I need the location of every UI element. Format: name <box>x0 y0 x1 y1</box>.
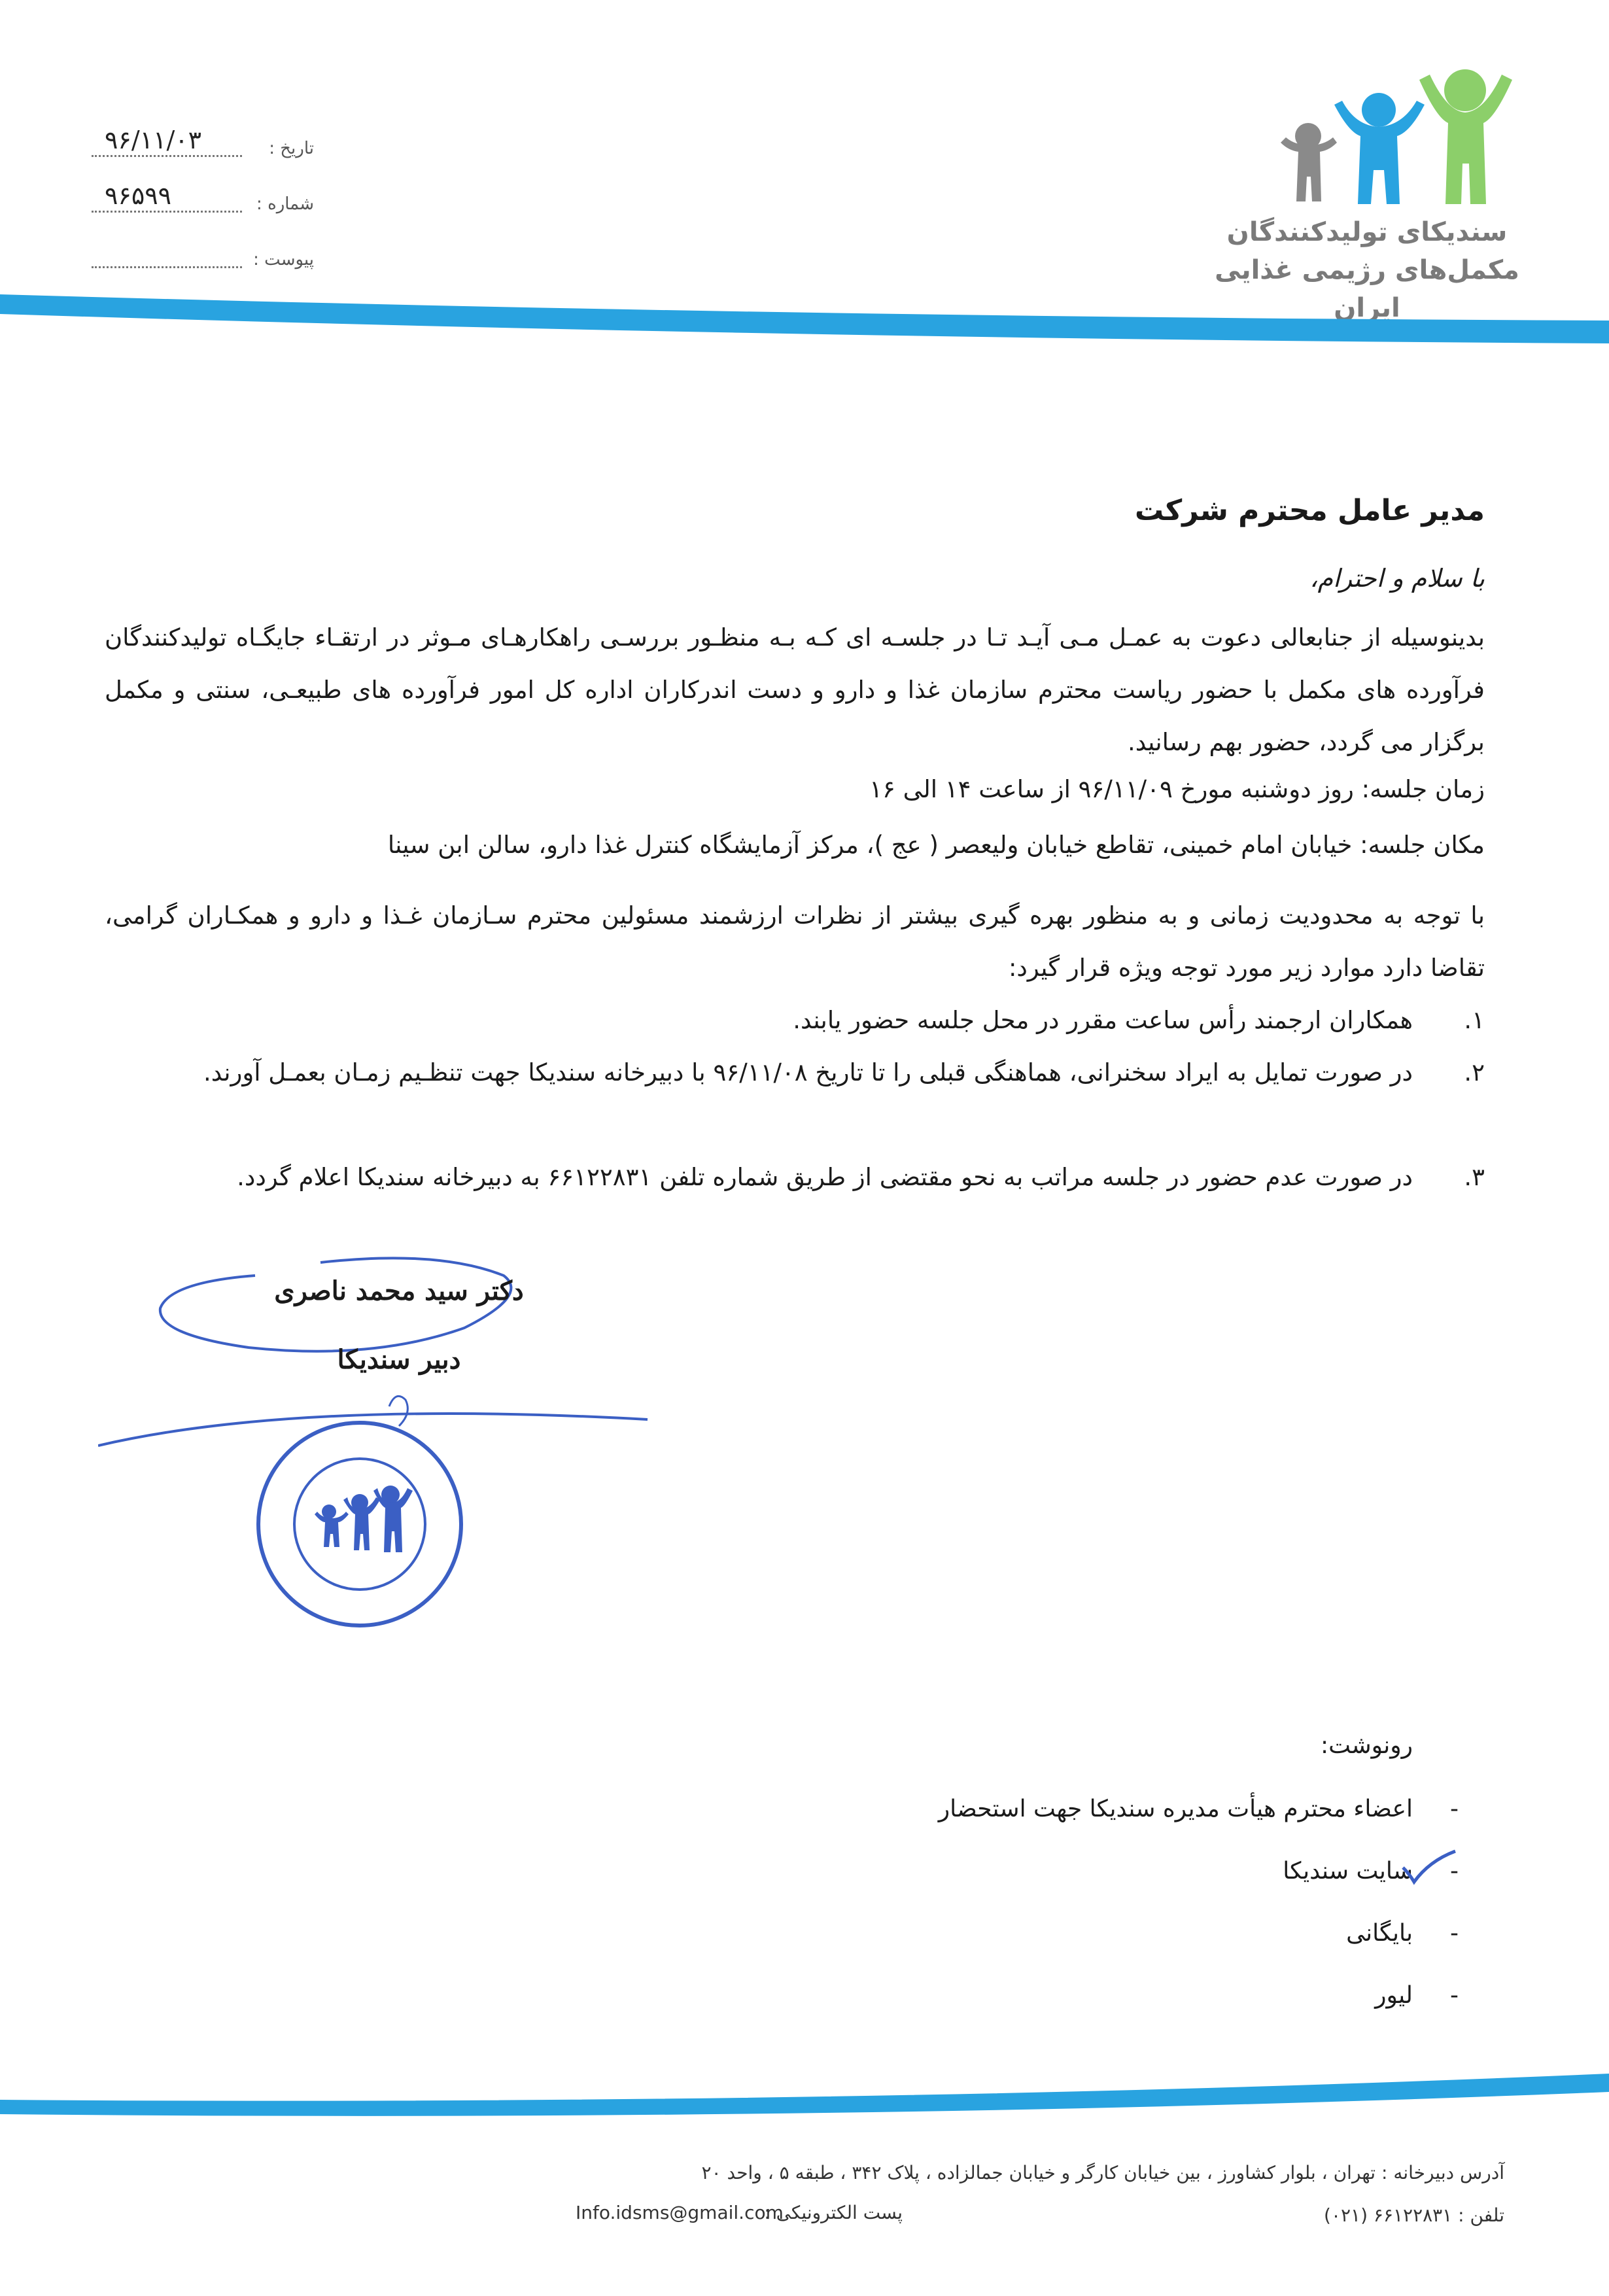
intro-paragraph: بدینوسیله از جنابعالی دعوت به عمـل مـی آیـد تـا در جلسـه ای کـه بـه منظـور بررسـی راهکارهـای مـوثر در ارتقـاء جایگـاه تولیدکنندگان فرآورده های مکمل با حضور ریاست محترم سازمان غذا و دارو و دست اندرکاران اداره کل امور فرآورده های طبیعـی، سنتی و مکمل برگزار می گردد، حضور بهم رسانید. <box>105 623 1485 756</box>
checkmark-icon <box>1400 1848 1459 1887</box>
logo-line-3: ایران <box>1334 293 1400 323</box>
meeting-place: مکان جلسه: خیابان امام خمینی، تقاطع خیابان ولیعصر ( عج )، مرکز آزمایشگاه کنترل غذا دارو، سالن ابن سینا <box>387 831 1485 859</box>
cc-item: لیور <box>1375 1982 1413 2009</box>
number-dotted-line <box>92 211 242 213</box>
cc-dash: - <box>1450 1796 1459 1822</box>
number-value: ۹۶۵۹۹ <box>105 181 172 210</box>
cc-dash: - <box>1450 1920 1459 1947</box>
logo-line-2: مکمل‌های رژیمی غذایی <box>1215 255 1519 285</box>
official-stamp-icon <box>252 1416 468 1632</box>
syndicate-logo-icon <box>1269 65 1544 209</box>
cc-heading: رونوشت: <box>1320 1732 1413 1759</box>
meeting-time: زمان جلسه: روز دوشنبه مورخ ۹۶/۱۱/۰۹ از ساعت ۱۴ الی ۱۶ <box>869 775 1485 803</box>
list-item-text: در صورت تمایل به ایراد سخنرانی، هماهنگی قبلی را تا تاریخ ۹۶/۱۱/۰۸ با دبیرخانه سندیکا جهت تنظـیم زمـان بعمـل آورند. <box>203 1058 1413 1087</box>
cc-dash: - <box>1450 1858 1459 1885</box>
logo-line-1: سندیکای تولیدکنندگان <box>1226 217 1508 247</box>
footer-email-label: پست الکترونیکی : <box>764 2202 903 2223</box>
list-item <box>105 1151 1485 1204</box>
footer-swoosh <box>0 2067 1609 2146</box>
list-item-text: همکاران ارجمند رأس ساعت مقرر در محل جلسه حضور یابند. <box>793 1006 1413 1034</box>
cc-dash: - <box>1450 1982 1459 2009</box>
list-item <box>105 1047 1485 1099</box>
signer-name: دکتر سید محمد ناصری <box>274 1276 524 1306</box>
signer-title: دبیر سندیکا <box>337 1344 461 1375</box>
list-item-number: ۳. <box>1464 1163 1485 1191</box>
list-item-number: ۲. <box>1464 1058 1485 1087</box>
header-swoosh <box>0 281 1609 360</box>
list-item-number: ۱. <box>1464 1006 1485 1034</box>
date-field <box>92 124 314 164</box>
date-label: تاریخ : <box>269 139 314 158</box>
attachment-label: پیوست : <box>253 250 314 270</box>
note-paragraph: با توجه به محدودیت زمانی و به منظور بهره گیری بیشتر از نظرات ارزشمند مسئولین محترم سـازمان غـذا و دارو و همکـاران گرامی، تقاضا دارد موارد زیر مورد توجه ویژه قرار گیرد: <box>105 901 1485 982</box>
recipient-heading: مدیر عامل محترم شرکت <box>1135 494 1485 527</box>
cc-item: بایگانی <box>1346 1920 1413 1947</box>
date-value: ۹۶/۱۱/۰۳ <box>105 126 202 154</box>
footer-phone: تلفن : ۶۶۱۲۲۸۳۱ (۰۲۱) <box>1324 2204 1504 2226</box>
greeting-line: با سلام و احترام، <box>1309 564 1485 593</box>
number-label: شماره : <box>256 194 314 214</box>
attachment-dotted-line <box>92 266 242 268</box>
cc-item: سایت سندیکا <box>1283 1858 1413 1885</box>
footer-address: آدرس دبیرخانه : تهران ، بلوار کشاورز ، بین خیابان کارگر و خیابان جمالزاده ، پلاک ۳۴۲ ، طبقه ۵ ، واحد ۲۰ <box>701 2162 1504 2183</box>
cc-item: اعضاء محترم هیأت مدیره سندیکا جهت استحضار <box>938 1796 1413 1822</box>
attachment-field <box>92 235 314 275</box>
number-field <box>92 180 314 219</box>
footer-email: Info.idsms@gmail.com <box>576 2202 784 2223</box>
date-dotted-line <box>92 155 242 157</box>
list-item <box>105 994 1485 1047</box>
list-item-text: در صورت عدم حضور در جلسه مراتب به نحو مقتضی از طریق شماره تلفن ۶۶۱۲۲۸۳۱ به دبیرخانه سندیکا اعلام گردد. <box>237 1163 1413 1191</box>
